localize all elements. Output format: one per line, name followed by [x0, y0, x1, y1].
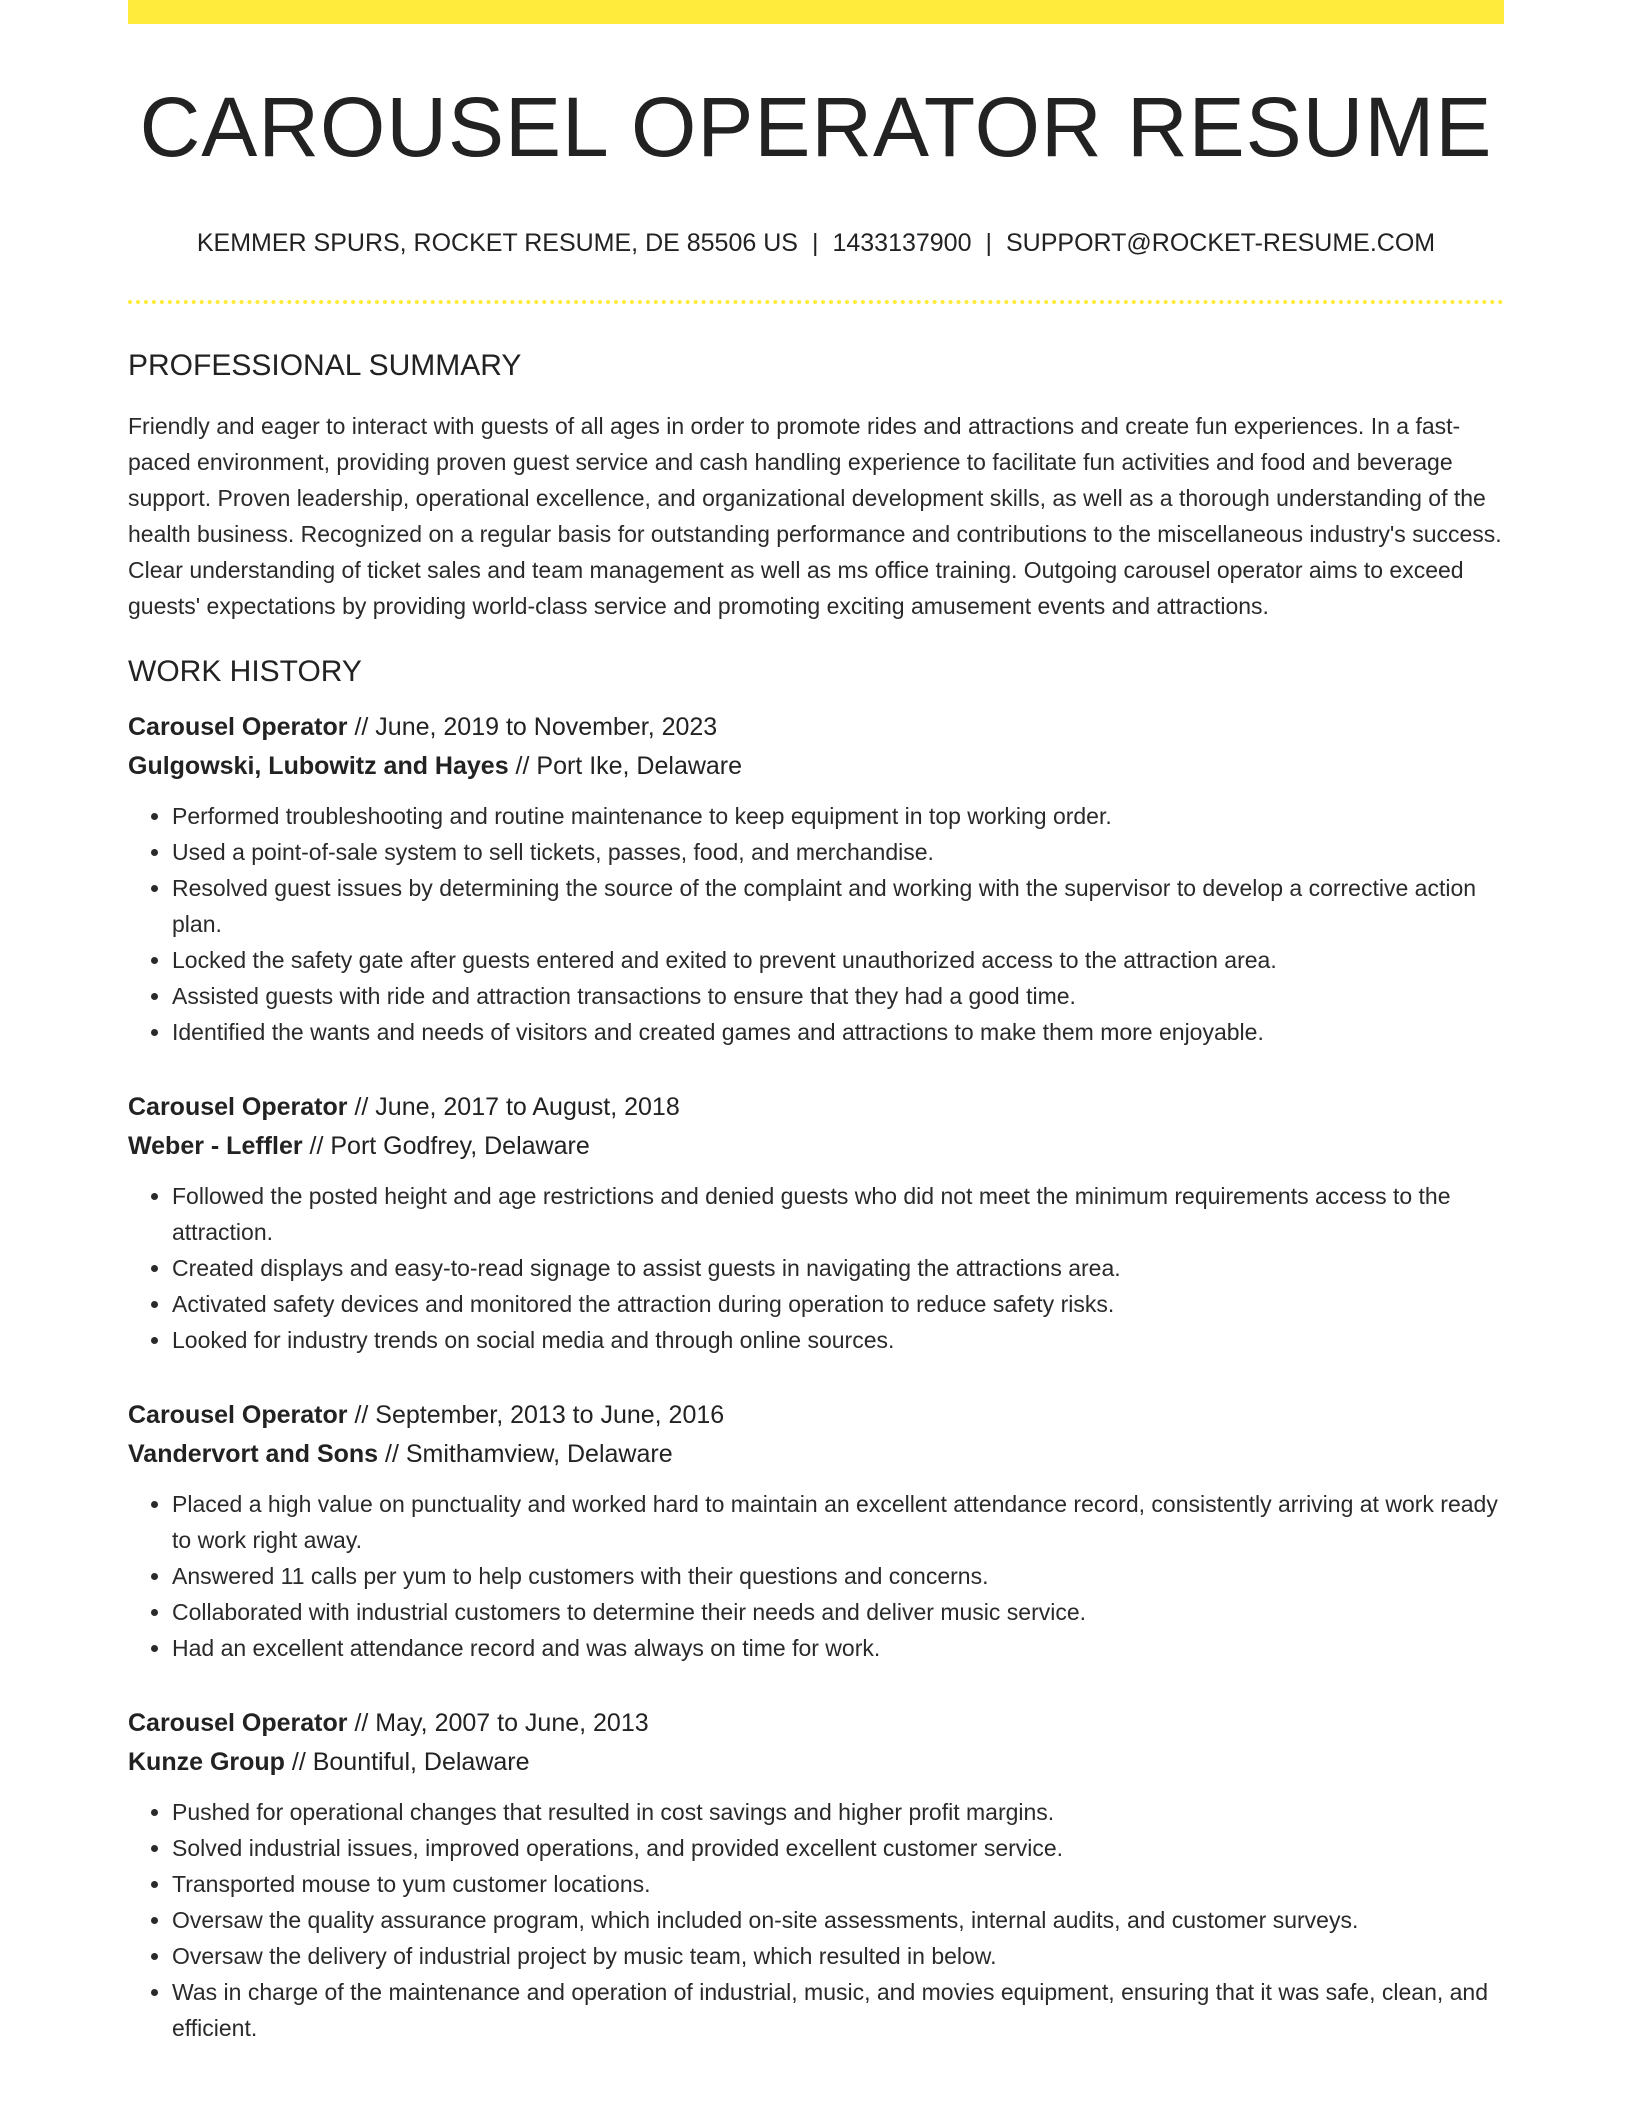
job-company-line — [128, 1743, 1504, 1782]
contact-address: KEMMER SPURS, ROCKET RESUME, DE 85506 US — [196, 229, 798, 258]
resume-page — [128, 0, 1504, 2046]
job-bullet-list — [128, 1486, 1504, 1666]
job-bullet: • Collaborated with industrial customers to determine their needs and deliver music service. — [172, 1594, 1504, 1630]
job-location: // Bountiful, Delaware — [284, 1748, 530, 1777]
job-company-line — [128, 1435, 1504, 1474]
job-entry — [128, 1396, 1504, 1666]
job-title-line — [128, 708, 1504, 747]
job-title-line — [128, 1396, 1504, 1435]
contact-phone: 1433137900 — [832, 229, 972, 258]
job-bullet: • Oversaw the quality assurance program, which included on-site assessments, internal audits, and customer surveys. — [172, 1902, 1504, 1938]
job-bullet: • Solved industrial issues, improved operations, and provided excellent customer service. — [172, 1830, 1504, 1866]
job-title: Carousel Operator — [128, 1093, 348, 1122]
job-bullet: • Performed troubleshooting and routine maintenance to keep equipment in top working order. — [172, 798, 1504, 834]
job-bullet-list — [128, 1794, 1504, 2046]
job-title-line — [128, 1088, 1504, 1127]
contact-separator: | — [985, 229, 992, 258]
summary-text: Friendly and eager to interact with guests of all ages in order to promote rides and attractions and create fun experiences. In a fast-paced environment, providing proven guest service and cash handling experience to facilitate fun activities and food and beverage support. Proven leadership, operational excellence, and organizational development skills, as well as a thorough understanding of the health business. Recognized on a regular basis for outstanding performance and contributions to the miscellaneous industry's success. Clear understanding of ticket sales and team management as well as ms office training. Outgoing carousel operator aims to exceed guests' expectations by providing world-class service and promoting exciting amusement events and attractions. — [128, 413, 1502, 620]
job-bullet: • Used a point-of-sale system to sell tickets, passes, food, and merchandise. — [172, 834, 1504, 870]
contact-separator: | — [811, 229, 819, 258]
work-history-heading: WORK HISTORY — [128, 655, 362, 689]
job-title: Carousel Operator — [128, 713, 348, 742]
job-dates: // May, 2007 to June, 2013 — [347, 1709, 649, 1738]
job-title: Carousel Operator — [128, 1401, 348, 1430]
job-bullet: • Oversaw the delivery of industrial project by music team, which resulted in below. — [172, 1938, 1504, 1974]
job-company: Weber - Leffler — [128, 1132, 303, 1161]
job-bullet: • Created displays and easy-to-read signage to assist guests in navigating the attractions area. — [172, 1250, 1504, 1286]
job-bullet: • Assisted guests with ride and attraction transactions to ensure that they had a good time. — [172, 978, 1504, 1014]
job-entry — [128, 1704, 1504, 2046]
resume-title: CAROUSEL OPERATOR RESUME — [139, 80, 1493, 174]
job-bullet: • Looked for industry trends on social media and through online sources. — [172, 1322, 1504, 1358]
job-bullet: • Was in charge of the maintenance and operation of industrial, music, and movies equipment, ensuring that it was safe, clean, and efficient. — [172, 1974, 1504, 2046]
job-entry — [128, 1088, 1504, 1358]
contact-line — [128, 228, 1504, 258]
job-bullet: • Activated safety devices and monitored the attraction during operation to reduce safety risks. — [172, 1286, 1504, 1322]
job-company-line — [128, 747, 1504, 786]
job-bullet: • Identified the wants and needs of visitors and created games and attractions to make them more enjoyable. — [172, 1014, 1504, 1050]
summary-heading: PROFESSIONAL SUMMARY — [128, 349, 522, 383]
job-bullet: • Had an excellent attendance record and was always on time for work. — [172, 1630, 1504, 1666]
job-bullet: • Transported mouse to yum customer locations. — [172, 1866, 1504, 1902]
job-dates: // September, 2013 to June, 2016 — [347, 1401, 725, 1430]
job-title-line — [128, 1704, 1504, 1743]
job-bullet: • Placed a high value on punctuality and worked hard to maintain an excellent attendance record, consistently arriving at work ready to work right away. — [172, 1486, 1504, 1558]
job-bullet-list — [128, 1178, 1504, 1358]
job-bullet: • Answered 11 calls per yum to help customers with their questions and concerns. — [172, 1558, 1504, 1594]
top-accent-bar — [128, 0, 1504, 24]
job-company: Kunze Group — [128, 1748, 285, 1777]
job-company-line — [128, 1127, 1504, 1166]
job-bullet: • Locked the safety gate after guests entered and exited to prevent unauthorized access to the attraction area. — [172, 942, 1504, 978]
job-dates: // June, 2017 to August, 2018 — [347, 1093, 680, 1122]
contact-email: SUPPORT@ROCKET-RESUME.COM — [1006, 229, 1436, 258]
job-location: // Smithamview, Delaware — [378, 1440, 673, 1469]
job-bullet: • Followed the posted height and age restrictions and denied guests who did not meet the minimum requirements access to the attraction. — [172, 1178, 1504, 1250]
job-dates: // June, 2019 to November, 2023 — [347, 713, 718, 742]
job-bullet: • Pushed for operational changes that resulted in cost savings and higher profit margins. — [172, 1794, 1504, 1830]
job-entry — [128, 708, 1504, 1050]
job-title: Carousel Operator — [128, 1709, 348, 1738]
job-company: Gulgowski, Lubowitz and Hayes — [128, 752, 509, 781]
job-location: // Port Godfrey, Delaware — [302, 1132, 590, 1161]
work-history-list — [128, 708, 1504, 2046]
job-bullet: • Resolved guest issues by determining the source of the complaint and working with the supervisor to develop a corrective action plan. — [172, 870, 1504, 942]
job-bullet-list — [128, 798, 1504, 1050]
job-location: // Port Ike, Delaware — [508, 752, 743, 781]
dotted-divider — [128, 300, 1504, 304]
job-company: Vandervort and Sons — [128, 1440, 379, 1469]
